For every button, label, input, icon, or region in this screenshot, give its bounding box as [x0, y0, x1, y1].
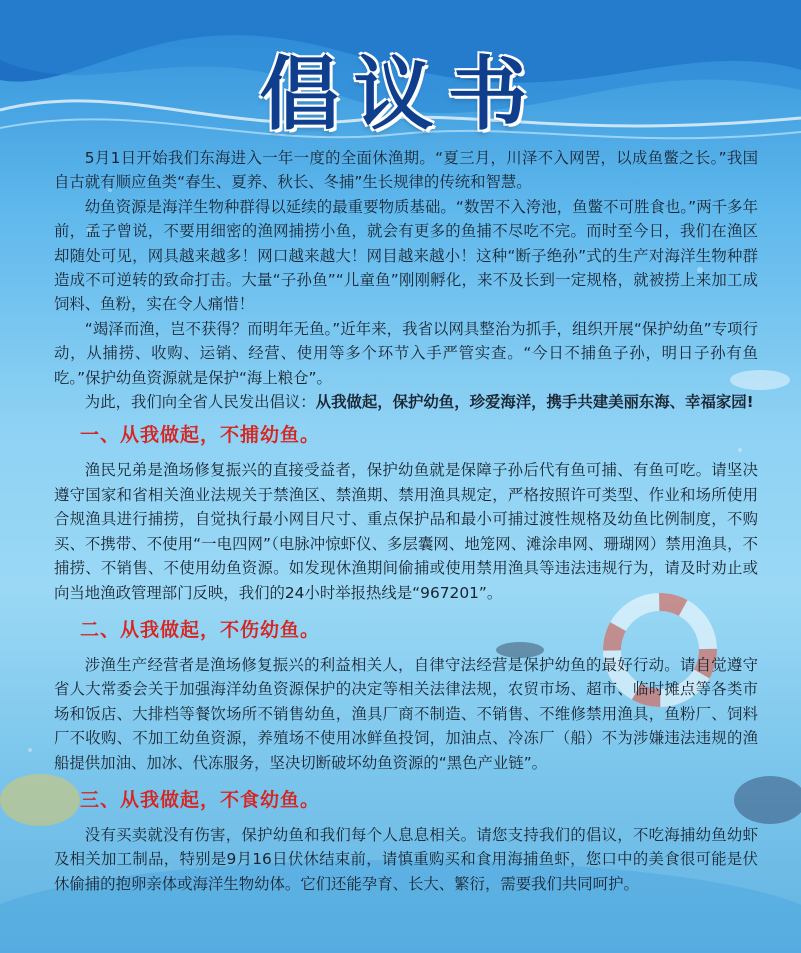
section-heading-1: 一、从我做起，不捕幼鱼。: [80, 424, 321, 447]
section-heading-3: 三、从我做起，不食幼鱼。: [80, 788, 321, 811]
intro-paragraph-3: “竭泽而渔，岂不获得？而明年无鱼。”近年来，我省以网具整治为抓手，组织开展“保护幼鱼”专项行动，从捕捞、收购、运销、经营、使用等多个环节入手严管实查。“今日不捕鱼子孙，明日子孙有鱼吃。”保护幼鱼资源就是保护“海上粮仓”。: [54, 319, 758, 387]
section-heading-2: 二、从我做起，不伤幼鱼。: [80, 618, 321, 641]
document-body: [54, 146, 758, 896]
intro-paragraph-1: 5月1日开始我们东海进入一年一度的全面休渔期。“夏三月，川泽不入网罟，以成鱼鳖之长。”我国自古就有顺应鱼类“春生、夏养、秋长、冬捕”生长规律的传统和智慧。: [54, 149, 758, 192]
page-title: 倡议书: [259, 47, 542, 141]
section-body-3: 没有买卖就没有伤害，保护幼鱼和我们每个人息息相关。请您支持我们的倡议，不吃海捕幼鱼幼虾及相关加工制品，特别是9月16日伏休结束前，请慎重购买和食用海捕鱼虾，您口中的美食很可能是伏休偷捕的抱卵亲体或海洋生物幼体。它们还能孕育、长大、繁衍，需要我们共同呵护。: [54, 825, 758, 893]
proposal-lead: 为此，我们向全省人民发出倡议：: [84, 393, 316, 412]
section-body-1: 渔民兄弟是渔场修复振兴的直接受益者，保护幼鱼就是保障子孙后代有鱼可捕、有鱼可吃。请坚决遵守国家和省相关渔业法规关于禁渔区、禁渔期、禁用渔具规定，严格按照许可类型、作业和场所使用合规渔具进行捕捞，自觉执行最小网目尺寸、重点保护品和最小可捕过渡性规格及幼鱼比例制度，不购买、不携带、不使用“一电四网”（电脉冲惊虾仪、多层囊网、地笼网、滩涂串网、珊瑚网）禁用渔具，不捕捞、不销售、不使用幼鱼资源。如发现休渔期间偷捕或使用禁用渔具等违法违规行为，请及时劝止或向当地渔政管理部门反映，我们的24小时举报热线是“967201”。: [54, 461, 758, 602]
intro-paragraph-2: 幼鱼资源是海洋生物种群得以延续的最重要物质基础。“数罟不入洿池，鱼鳖不可胜食也。”两千多年前，孟子曾说，不要用细密的渔网捕捞小鱼，就会有更多的鱼捕不尽吃不完。而时至今日，我们在渔区却随处可见，网具越来越多！网口越来越大！网目越来越小！这种“断子绝孙”式的生产对海洋生物种群造成不可逆转的致命打击。大量“子孙鱼”“儿童鱼”刚刚孵化，来不及长到一定规格，就被捞上来加工成饲料、鱼粉，实在令人痛惜！: [54, 197, 758, 314]
proposal-slogan: 从我做起，保护幼鱼，珍爱海洋，携手共建美丽东海、幸福家园!: [315, 393, 754, 412]
intro-paragraph-4: [54, 390, 758, 414]
section-body-2: 涉渔生产经营者是渔场修复振兴的利益相关人，自律守法经营是保护幼鱼的最好行动。请自觉遵守省人大常委会关于加强海洋幼鱼资源保护的决定等相关法律法规，农贸市场、超市、临时摊点等各类市场和饭店、大排档等餐饮场所不销售幼鱼，渔具厂商不制造、不销售、不维修禁用渔具，鱼粉厂、饲料厂不收购、不加工幼鱼资源，养殖场不使用冰鲜鱼投饲，加油点、冷冻厂（船）不为涉嫌违法违规的渔船提供加油、加冰、代冻服务，坚决切断破坏幼鱼资源的“黑色产业链”。: [54, 655, 758, 772]
